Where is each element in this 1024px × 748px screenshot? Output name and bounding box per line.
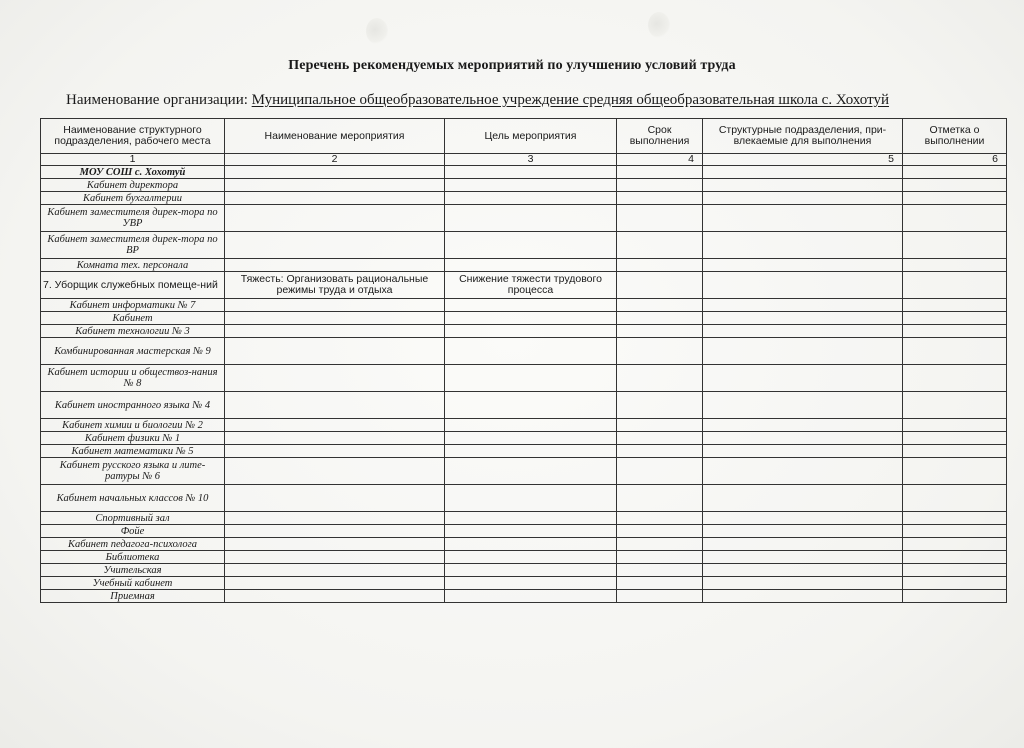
table-row [41,577,1007,590]
goal-cell [445,299,617,312]
goal-cell [445,458,617,485]
departments-cell [703,365,903,392]
workplace-cell: Спортивный зал [41,512,225,525]
goal-cell [445,590,617,603]
goal-cell [445,365,617,392]
table-row [41,325,1007,338]
deadline-cell [617,485,703,512]
departments-cell [703,458,903,485]
measure-cell [225,365,445,392]
completion-cell [903,272,1007,299]
table-row [41,312,1007,325]
goal-cell: Снижение тяжести трудового процесса [445,272,617,299]
completion-cell [903,205,1007,232]
deadline-cell [617,325,703,338]
deadline-cell [617,432,703,445]
completion-cell [903,232,1007,259]
measure-cell [225,299,445,312]
completion-cell [903,525,1007,538]
workplace-cell: Кабинет русского языка и лите-ратуры № 6 [41,458,225,485]
table-row [41,232,1007,259]
measure-cell [225,179,445,192]
measure-cell [225,577,445,590]
measure-cell [225,432,445,445]
organization-line [66,92,889,109]
header-completion: Отметка о выполнении [903,119,1007,154]
goal-cell [445,512,617,525]
deadline-cell [617,259,703,272]
table-row [41,299,1007,312]
workplace-cell: Комната тех. персонала [41,259,225,272]
completion-cell [903,338,1007,365]
table-row [41,564,1007,577]
completion-cell [903,192,1007,205]
punch-hole-icon [648,12,670,38]
deadline-cell [617,538,703,551]
deadline-cell [617,445,703,458]
column-number: 6 [903,154,1007,166]
table-row [41,179,1007,192]
header-departments: Структурные подразделения, при-влекаемые для выполнения [703,119,903,154]
measure-cell [225,485,445,512]
completion-cell [903,179,1007,192]
deadline-cell [617,525,703,538]
column-number: 3 [445,154,617,166]
workplace-cell: Кабинет истории и обществоз-нания № 8 [41,365,225,392]
measure-cell: Тяжесть: Организовать рациональные режимы труда и отдыха [225,272,445,299]
measure-cell [225,538,445,551]
workplace-cell: Кабинет технологии № 3 [41,325,225,338]
table-row [41,365,1007,392]
workplace-cell: Кабинет информатики № 7 [41,299,225,312]
deadline-cell [617,365,703,392]
workplace-cell: Комбинированная мастерская № 9 [41,338,225,365]
completion-cell [903,512,1007,525]
measure-cell [225,512,445,525]
deadline-cell [617,392,703,419]
workplace-cell: Учительская [41,564,225,577]
column-number: 2 [225,154,445,166]
table-row [41,525,1007,538]
departments-cell [703,512,903,525]
goal-cell [445,338,617,365]
goal-cell [445,538,617,551]
table-row [41,272,1007,299]
measure-cell [225,312,445,325]
table-row [41,538,1007,551]
departments-cell [703,445,903,458]
completion-cell [903,432,1007,445]
departments-cell [703,392,903,419]
completion-cell [903,485,1007,512]
completion-cell [903,551,1007,564]
departments-cell [703,259,903,272]
table-row [41,166,1007,179]
deadline-cell [617,577,703,590]
completion-cell [903,458,1007,485]
deadline-cell [617,590,703,603]
workplace-cell: Фойе [41,525,225,538]
workplace-cell: Кабинет заместителя дирек-тора по УВР [41,205,225,232]
organization-name: Муниципальное общеобразовательное учреждение средняя общеобразовательная школа с. Хохотуй [251,92,889,108]
measure-cell [225,205,445,232]
goal-cell [445,325,617,338]
deadline-cell [617,338,703,365]
table-row [41,205,1007,232]
measure-cell [225,419,445,432]
table-row [41,192,1007,205]
workplace-cell: Кабинет заместителя дирек-тора по ВР [41,232,225,259]
document-title: Перечень рекомендуемых мероприятий по улучшению условий труда [288,58,736,73]
completion-cell [903,445,1007,458]
completion-cell [903,259,1007,272]
table-row [41,419,1007,432]
measure-cell [225,525,445,538]
departments-cell [703,485,903,512]
measure-cell [225,192,445,205]
completion-cell [903,166,1007,179]
deadline-cell [617,458,703,485]
departments-cell [703,432,903,445]
measure-cell [225,458,445,485]
deadline-cell [617,512,703,525]
goal-cell [445,551,617,564]
departments-cell [703,590,903,603]
completion-cell [903,538,1007,551]
table-header-row [41,119,1007,154]
completion-cell [903,564,1007,577]
goal-cell [445,192,617,205]
header-goal: Цель мероприятия [445,119,617,154]
departments-cell [703,272,903,299]
punch-hole-icon [366,18,388,44]
table-row [41,551,1007,564]
goal-cell [445,259,617,272]
goal-cell [445,432,617,445]
workplace-cell: Кабинет педагога-психолога [41,538,225,551]
goal-cell [445,419,617,432]
workplace-cell: Кабинет химии и биологии № 2 [41,419,225,432]
workplace-cell: МОУ СОШ с. Хохотуй [41,166,225,179]
departments-cell [703,525,903,538]
departments-cell [703,564,903,577]
goal-cell [445,564,617,577]
measure-cell [225,325,445,338]
workplace-cell: Кабинет бухгалтерии [41,192,225,205]
goal-cell [445,445,617,458]
departments-cell [703,299,903,312]
departments-cell [703,205,903,232]
goal-cell [445,166,617,179]
completion-cell [903,590,1007,603]
measure-cell [225,338,445,365]
deadline-cell [617,419,703,432]
column-number: 5 [703,154,903,166]
deadline-cell [617,272,703,299]
departments-cell [703,232,903,259]
completion-cell [903,312,1007,325]
workplace-cell: Кабинет начальных классов № 10 [41,485,225,512]
deadline-cell [617,299,703,312]
header-deadline: Срок выполнения [617,119,703,154]
completion-cell [903,392,1007,419]
table-row [41,512,1007,525]
measure-cell [225,445,445,458]
table-row [41,259,1007,272]
measure-cell [225,232,445,259]
goal-cell [445,312,617,325]
workplace-cell: Кабинет [41,312,225,325]
workplace-cell: 7. Уборщик служебных помеще-ний [41,272,225,299]
column-number: 4 [617,154,703,166]
deadline-cell [617,166,703,179]
completion-cell [903,365,1007,392]
departments-cell [703,577,903,590]
goal-cell [445,392,617,419]
header-place: Наименование структурного подразделения, рабочего места [41,119,225,154]
goal-cell [445,577,617,590]
departments-cell [703,192,903,205]
departments-cell [703,166,903,179]
table-row [41,338,1007,365]
table-row [41,445,1007,458]
header-measure: Наименование мероприятия [225,119,445,154]
goal-cell [445,205,617,232]
deadline-cell [617,564,703,577]
workplace-cell: Кабинет физики № 1 [41,432,225,445]
organization-label: Наименование организации: [66,92,248,108]
column-numbers-row [41,154,1007,166]
workplace-cell: Учебный кабинет [41,577,225,590]
completion-cell [903,299,1007,312]
table-row [41,392,1007,419]
column-number: 1 [41,154,225,166]
departments-cell [703,538,903,551]
goal-cell [445,179,617,192]
goal-cell [445,485,617,512]
measure-cell [225,551,445,564]
goal-cell [445,525,617,538]
deadline-cell [617,179,703,192]
departments-cell [703,325,903,338]
departments-cell [703,312,903,325]
deadline-cell [617,232,703,259]
table-row [41,485,1007,512]
goal-cell [445,232,617,259]
deadline-cell [617,551,703,564]
departments-cell [703,419,903,432]
measures-table [40,118,1007,603]
deadline-cell [617,312,703,325]
departments-cell [703,338,903,365]
workplace-cell: Кабинет математики № 5 [41,445,225,458]
deadline-cell [617,205,703,232]
departments-cell [703,179,903,192]
table-row [41,458,1007,485]
workplace-cell: Кабинет директора [41,179,225,192]
measure-cell [225,392,445,419]
workplace-cell: Библиотека [41,551,225,564]
completion-cell [903,577,1007,590]
table-row [41,590,1007,603]
measure-cell [225,564,445,577]
completion-cell [903,325,1007,338]
measure-cell [225,259,445,272]
deadline-cell [617,192,703,205]
workplace-cell: Кабинет иностранного языка № 4 [41,392,225,419]
departments-cell [703,551,903,564]
measure-cell [225,166,445,179]
measure-cell [225,590,445,603]
table-row [41,432,1007,445]
workplace-cell: Приемная [41,590,225,603]
completion-cell [903,419,1007,432]
